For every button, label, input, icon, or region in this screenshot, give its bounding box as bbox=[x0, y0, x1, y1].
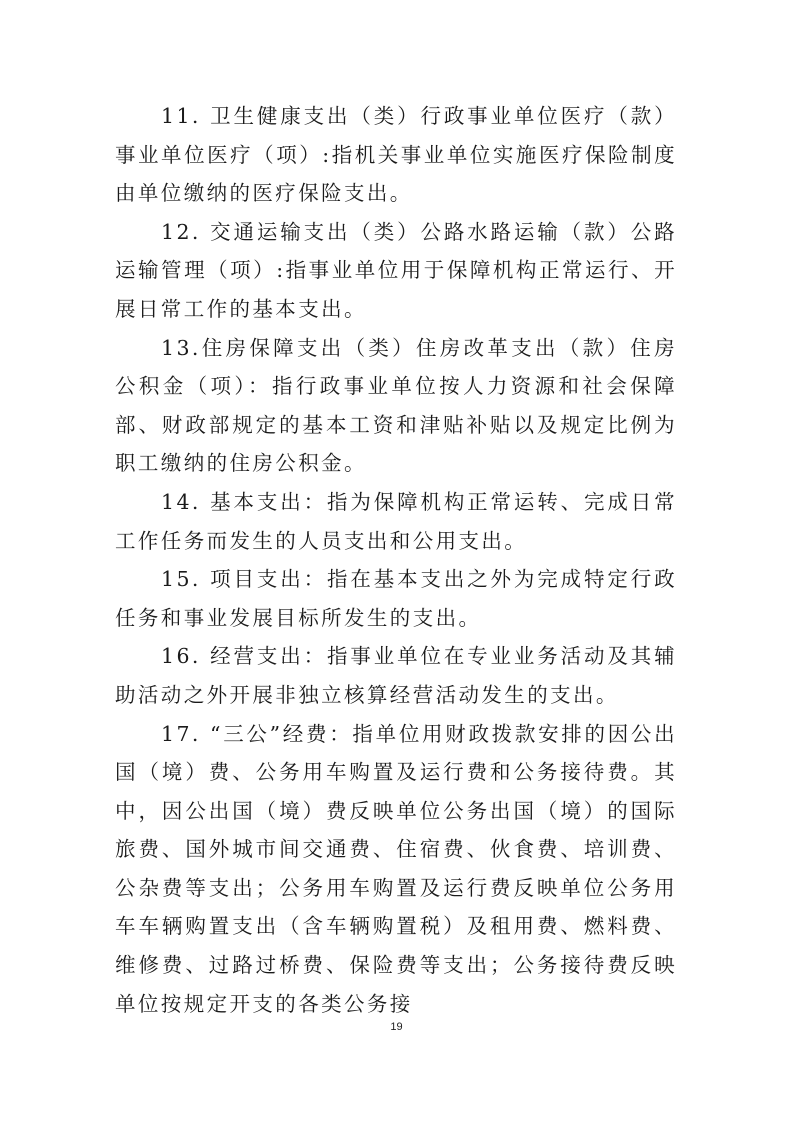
paragraph-11: 11. 卫生健康支出（类）行政事业单位医疗（款）事业单位医疗（项）:指机关事业单位实施医疗保险制度由单位缴纳的医疗保险支出。 bbox=[115, 104, 677, 206]
paragraph-13: 13.住房保障支出（类）住房改革支出（款）住房公积金（项）：指行政事业单位按人力资源和社会保障部、财政部规定的基本工资和津贴补贴以及规定比例为职工缴纳的住房公积金。 bbox=[115, 335, 677, 476]
paragraph-12: 12. 交通运输支出（类）公路水路运输（款）公路运输管理（项）:指事业单位用于保障机构正常运行、开展日常工作的基本支出。 bbox=[115, 219, 677, 321]
paragraph-14: 14. 基本支出：指为保障机构正常运转、完成日常工作任务而发生的人员支出和公用支出。 bbox=[115, 489, 677, 553]
document-body bbox=[115, 97, 677, 1023]
page-number: 19 bbox=[390, 1021, 403, 1033]
paragraph-16: 16. 经营支出：指事业单位在专业业务活动及其辅助活动之外开展非独立核算经营活动发生的支出。 bbox=[115, 644, 677, 707]
paragraph-17: 17. “三公”经费：指单位用财政拨款安排的因公出国（境）费、公务用车购置及运行费和公务接待费。其中，因公出国（境）费反映单位公务出国（境）的国际旅费、国外城市间交通费、住宿费、伙食费、培训费、公杂费等支出；公务用车购置及运行费反映单位公务用车车辆购置支出（含车辆购置税）及租用费、燃料费、维修费、过路过桥费、保险费等支出；公务接待费反映单位按规定开支的各类公务接 bbox=[115, 721, 677, 1016]
paragraph-15: 15. 项目支出：指在基本支出之外为完成特定行政任务和事业发展目标所发生的支出。 bbox=[115, 567, 677, 630]
